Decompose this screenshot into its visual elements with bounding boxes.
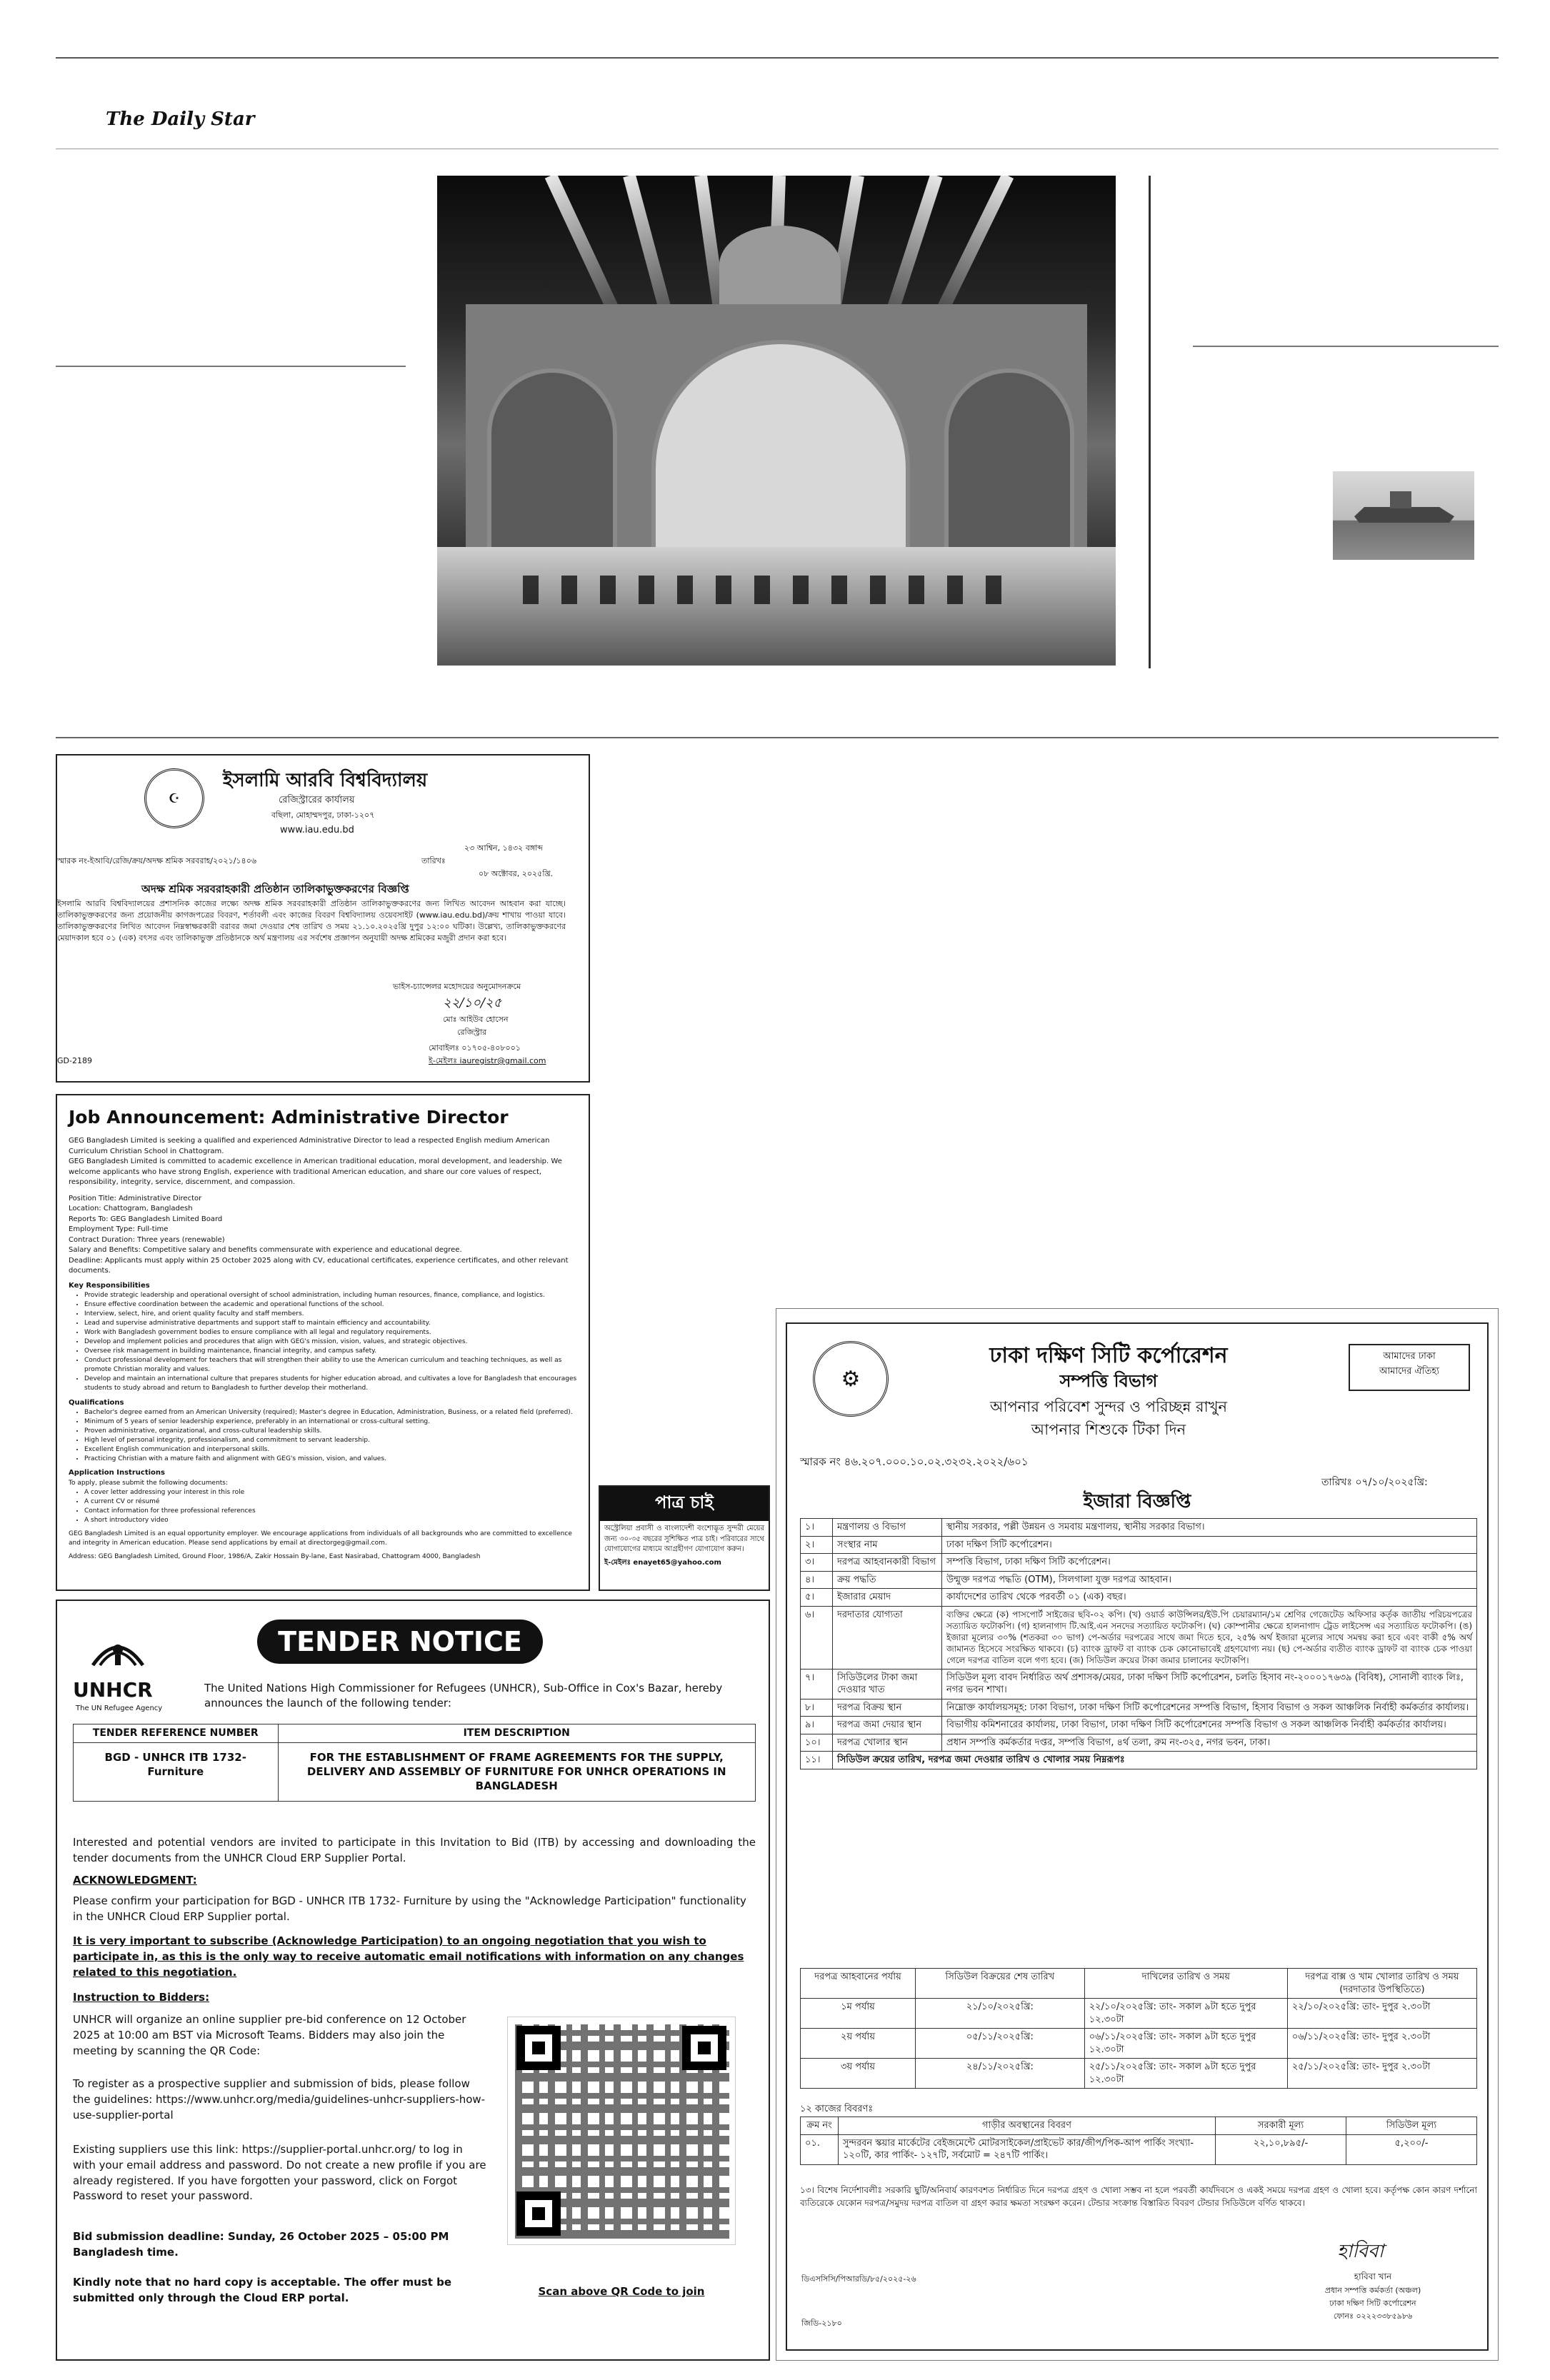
dscc-badge xyxy=(1349,1344,1470,1391)
dscc-code: জিডি-২১৮০ xyxy=(801,2319,842,2328)
list-item: • Lead and supervise administrative departments and support staff to maintain efficiency and accountability. xyxy=(84,1319,577,1328)
tender-desc-cell: FOR THE ESTABLISHMENT OF FRAME AGREEMENTS FOR THE SUPPLY, DELIVERY AND ASSEMBLY OF FURNITURE FOR UNHCR OPERATIONS IN BANGLADESH xyxy=(278,1742,756,1801)
ship-thumbnail xyxy=(1333,471,1474,560)
dscc-signer-title-1: প্রধান সম্পত্তি কর্মকর্তা (অঞ্চল) xyxy=(1324,2286,1421,2295)
sched-cell: ২৫/১১/২০২৫খ্রি: তাং- দুপুর ২.৩০টা xyxy=(1287,2059,1476,2089)
table-row xyxy=(801,2117,1477,2135)
job-field: Employment Type: Full-time xyxy=(69,1225,169,1233)
right-column-vertical-rule xyxy=(1149,176,1151,668)
dscc-work-table xyxy=(800,2117,1477,2165)
tender-ref-cell: BGD - UNHCR ITB 1732- Furniture xyxy=(74,1742,279,1801)
dscc-schedule-table xyxy=(800,1968,1477,2089)
table-row xyxy=(801,2134,1477,2164)
iau-web: www.iau.edu.bd xyxy=(280,825,354,835)
row-num: ৪। xyxy=(801,1571,833,1589)
iau-signer-title: রেজিস্ট্রার xyxy=(457,1028,487,1037)
mid-page-rule xyxy=(56,737,1499,738)
dscc-badge-line-1: আমাদের ঢাকা xyxy=(1383,1351,1436,1362)
sched-head: দরপত্র বাক্স ও খাম খোলার তারিখ ও সময় (দরদাতার উপস্থিতিতে) xyxy=(1287,1969,1476,1999)
iau-date1: ২৩ আশ্বিন, ১৪৩২ বঙ্গাব্দ xyxy=(464,843,544,853)
table-row xyxy=(801,1589,1477,1607)
job-title: Job Announcement: Administrative Director xyxy=(69,1107,509,1128)
sched-cell: ২৪/১১/২০২৫খ্রি: xyxy=(915,2059,1084,2089)
unhcr-instr-3: Existing suppliers use this link: https://supplier-portal.unhcr.org/ to log in with your email address and password. Do not create a new profile if you are already registered. If you have forgotten your password, click on Forgot Password to reset your password. xyxy=(73,2143,486,2203)
row-label: দরপত্র বিক্রয় স্থান xyxy=(833,1699,942,1717)
dscc-ijara-notice xyxy=(786,1322,1489,2351)
unhcr-logo-icon xyxy=(86,1615,150,1672)
job-app-intro: To apply, please submit the following documents: xyxy=(69,1479,229,1487)
job-qualifications xyxy=(69,1408,577,1464)
table-row xyxy=(801,1734,1477,1752)
row-num: ৬। xyxy=(801,1606,833,1669)
list-item: • A current CV or résumé xyxy=(84,1497,577,1507)
concert-photo xyxy=(437,176,1116,666)
row-value: প্রধান সম্পত্তি কর্মকর্তার দপ্তর, সম্পত্তি বিভাগ, ৪র্থ তলা, রুম নং-৩২৫, নগর ভবন, ঢাকা। xyxy=(942,1734,1477,1752)
table-row xyxy=(801,1554,1477,1572)
row-num: ১০। xyxy=(801,1734,833,1752)
work-cell: ৫,২০০/- xyxy=(1346,2134,1477,2164)
row-value: সম্পত্তি বিভাগ, ঢাকা দক্ষিণ সিটি কর্পোরেশন। xyxy=(942,1554,1477,1572)
list-item: • Provide strategic leadership and operational oversight of school administration, including human resources, finance, compliance, and logistics. xyxy=(84,1291,577,1300)
sched-cell: ২২/১০/২০২৫খ্রি: তাং- সকাল ৯টা হতে দুপুর ১২.৩০টা xyxy=(1084,1999,1287,2029)
work-head: সরকারী মূল্য xyxy=(1216,2117,1346,2135)
row-num: ১। xyxy=(801,1519,833,1537)
row-label: দরপত্র খোলার স্থান xyxy=(833,1734,942,1752)
sched-cell: ৩য় পর্যায় xyxy=(801,2059,916,2089)
dscc-heading: ইজারা বিজ্ঞপ্তি xyxy=(1083,1491,1191,1512)
table-row xyxy=(801,1699,1477,1717)
unhcr-important: It is very important to subscribe (Acknowledge Participation) to an ongoing negotiation that you wish to participate in, as this is the only way to receive automatic email notifications with information on any changes related to this negotiation. xyxy=(73,1934,744,1979)
unhcr-instr-2: To register as a prospective supplier and submission of bids, please follow the guidelines: https://www.unhcr.org/media/guidelines-unhcr-suppliers-how-use-supplier-portal xyxy=(73,2077,486,2122)
dscc-work-label: ১২ কাজের বিবরণঃ xyxy=(800,2104,874,2114)
row-num: ৫। xyxy=(801,1589,833,1607)
job-intro-1: GEG Bangladesh Limited is seeking a qualified and experienced Administrative Director to lead a respected English medium American Curriculum Christian School in Chattogram. xyxy=(69,1137,550,1155)
qr-code-icon[interactable] xyxy=(507,2017,736,2245)
row-value: ঢাকা দক্ষিণ সিটি কর্পোরেশন। xyxy=(942,1536,1477,1554)
left-column-divider xyxy=(56,366,406,367)
sched-cell: ০৫/১১/২০২৫খ্রি: xyxy=(915,2029,1084,2059)
table-row xyxy=(801,2029,1477,2059)
sched-cell: ২য় পর্যায় xyxy=(801,2029,916,2059)
row-num: ৭। xyxy=(801,1669,833,1699)
dscc-date: তারিখঃ ০৭/১০/২০২৫খ্রি: xyxy=(1321,1477,1428,1488)
job-fields xyxy=(69,1194,577,1277)
dscc-title: ঢাকা দক্ষিণ সিটি কর্পোরেশন xyxy=(989,1343,1228,1368)
work-head: ক্রম নং xyxy=(801,2117,839,2135)
row-label: মন্ত্রণালয় ও বিভাগ xyxy=(833,1519,942,1537)
iau-approval: ভাইস-চ্যান্সেলর মহোদয়ের অনুমোদনক্রমে xyxy=(393,982,521,991)
unhcr-ack-heading: ACKNOWLEDGMENT: xyxy=(73,1874,197,1887)
iau-heading: অদক্ষ শ্রমিক সরবরাহকারী প্রতিষ্ঠান তালিকাভুক্তকরণের বিজ্ঞপ্তি xyxy=(141,883,409,895)
row-label: সিডিউল ক্রয়ের তারিখ, দরপত্র জমা দেওয়ার তারিখ ও খোলার সময় নিম্নরূপঃ xyxy=(833,1752,1477,1769)
dscc-signer: হাবিবা খান xyxy=(1354,2271,1392,2281)
row-num: ৯। xyxy=(801,1717,833,1734)
tender-col-ref: TENDER REFERENCE NUMBER xyxy=(74,1724,279,1743)
dscc-badge-line-2: আমাদের ঐতিহ্য xyxy=(1379,1366,1439,1377)
work-head: সিডিউল মূল্য xyxy=(1346,2117,1477,2135)
row-num: ৮। xyxy=(801,1699,833,1717)
row-value: ব্যক্তির ক্ষেত্রে (ক) পাসপোর্ট সাইজের ছবি-০২ কপি। (খ) ওয়ার্ড কাউন্সিলর/ইউ.পি চেয়ারম্যান/১ম শ্রেণির গেজেটেড অফিসার কর্তৃক জাতীয় পরিচয়পত্রের সত্যায়িত ফটোকপি। (গ) হালনাগাদ টি.আই.এন সনদের সত্যায়িত ফটোকপি। (ঘ) কোম্পানীর ক্ষেত্রে হালনাগাদ ট্রেড লাইসেন্স এর সত্যায়িত ফটোকপি। (ঙ) ইজারা মূল্যের ৩০% (শতকরা ৩০ ভাগ) পে-অর্ডার দরপত্রের সাথে জমা দিতে হবে, ২৫% অর্থ ইজারা মূল্যের সাথে সমন্বয় করা হবে এবং বাকী ৫% অর্থ জামানত হিসেবে সংরক্ষিত থাকবে। (চ) ব্যাংক ড্রাফট বা ব্যাংক চেক কোনোভাবেই গ্রহণযোগ্য নয়। (ছ) পে-অর্ডার ব্যতীত ব্যাংক ড্রাফট বা ব্যাংক চেক পাওয়া গেলে দরপত্র বাতিল বলে গণ্য হবে। (জ) সিডিউল ক্রয়ের টাকা জমার চালানের ফটোকপি। xyxy=(942,1606,1477,1669)
unhcr-tender-notice xyxy=(56,1600,770,2361)
dscc-ref: ডিএসসিসি/পিআরডি/৮৫/২০২৫-২৬ xyxy=(801,2274,916,2284)
dscc-main-table xyxy=(800,1518,1477,1769)
job-field: Location: Chattogram, Bangladesh xyxy=(69,1205,193,1212)
table-row xyxy=(801,1606,1477,1669)
list-item: • Proven administrative, organizational, and cross-cultural leadership skills. xyxy=(84,1427,577,1436)
top-rule xyxy=(56,57,1499,59)
row-value: কার্যাদেশের তারিখ থেকে পরবর্তী ০১ (এক) বছর। xyxy=(942,1589,1477,1607)
iau-mobile: মোবাইলঃ ০১৭০৫-৪০৮০০১ xyxy=(429,1043,521,1053)
list-item: • A short introductory video xyxy=(84,1516,577,1525)
table-row xyxy=(801,1536,1477,1554)
list-item: • Excellent English communication and interpersonal skills. xyxy=(84,1445,577,1455)
work-cell: সুন্দরবন স্কয়ার মার্কেটের বেইজমেন্টে মোটরসাইকেল/প্রাইভেট কার/জীপ/পিক-আপ পার্কিং সংখ্যা- ১২০টি, কার পার্কিং- ১২৭টি, সর্বমোট = ২৪৭টি পার্কিং। xyxy=(839,2134,1216,2164)
job-field: Salary and Benefits: Competitive salary and benefits commensurate with experience and educational degree. xyxy=(69,1246,462,1254)
sched-cell: ০৬/১১/২০২৫খ্রি: তাং- দুপুর ২.৩০টা xyxy=(1287,2029,1476,2059)
list-item: • Bachelor's degree earned from an American University (required); Master's degree in Education, Administration, Business, or a related field (preferred). xyxy=(84,1408,577,1417)
list-item: • Minimum of 5 years of senior leadership experience, preferably in an international or cross-cultural setting. xyxy=(84,1417,577,1427)
job-resp-heading: Key Responsibilities xyxy=(69,1281,150,1290)
job-field: Deadline: Applicants must apply within 25 October 2025 along with CV, educational certificates, experience certificates, and other relevant documents. xyxy=(69,1256,569,1275)
unhcr-intro: The United Nations High Commissioner for Refugees (UNHCR), Sub-Office in Cox's Bazar, hereby announces the launch of the following tender: xyxy=(204,1682,723,1709)
iau-code: GD-2189 xyxy=(57,1056,92,1065)
sched-cell: ২২/১০/২০২৫খ্রি: তাং- দুপুর ২.৩০টা xyxy=(1287,1999,1476,2029)
sched-head: সিডিউল বিক্রয়ের শেষ তারিখ xyxy=(915,1969,1084,1999)
job-application-docs xyxy=(69,1488,577,1525)
table-row xyxy=(801,1669,1477,1699)
iau-office: রেজিস্ট্রারের কার্যালয় xyxy=(279,795,355,805)
iau-notice xyxy=(56,754,590,1083)
unhcr-instr-1: UNHCR will organize an online supplier pre-bid conference on 12 October 2025 at 10:00 am BST via Microsoft Teams. Bidders may also join the meeting by scanning the QR Code: xyxy=(73,2013,466,2057)
row-label: দরপত্র জমা দেয়ার স্থান xyxy=(833,1717,942,1734)
iau-email: ই-মেইলঃ iauregistr@gmail.com xyxy=(429,1056,546,1065)
dscc-seal-icon: ⚙ xyxy=(813,1341,889,1417)
list-item: • Develop and maintain an international culture that prepares students for higher education abroad, and cultivates a love for Bangladesh that encourages students to study abroad and return to Bangladesh to further develop their motherland. xyxy=(84,1375,577,1393)
unhcr-deadline: Bid submission deadline: Sunday, 26 October 2025 – 05:00 PM Bangladesh time. xyxy=(73,2230,449,2259)
unhcr-instr-heading: Instruction to Bidders: xyxy=(73,1991,210,2004)
sched-head: দরপত্র আহবানের পর্যায় xyxy=(801,1969,916,1999)
list-item: • Interview, select, hire, and orient quality faculty and staff members. xyxy=(84,1310,577,1319)
iau-address: বছিলা, মোহাম্মদপুর, ঢাকা-১২০৭ xyxy=(271,810,375,820)
row-value: স্থানীয় সরকার, পল্লী উন্নয়ন ও সমবায় মন্ত্রণালয়, স্থানীয় সরকার বিভাগ। xyxy=(942,1519,1477,1537)
iau-memo: স্মারক নং-ইআবি/রেজি/ক্রয়/অদক্ষ শ্রমিক সরবরাহ/২০২১/১৪০৬ xyxy=(57,856,256,865)
row-num: ৩। xyxy=(801,1554,833,1572)
job-intro-2: GEG Bangladesh Limited is committed to academic excellence in American traditional education, moral development, and leadership. We welcome applicants who have strong English, experience with traditional American education, and share our core values of respect, responsibility, integrity, service, discernment, and compassion. xyxy=(69,1158,562,1186)
table-row xyxy=(801,1519,1477,1537)
list-item: • Contact information for three professional references xyxy=(84,1507,577,1516)
sched-cell: ০৬/১১/২০২৫খ্রি: তাং- সকাল ৯টা হতে দুপুর ১২.৩০টা xyxy=(1084,2029,1287,2059)
matrimonial-body: অস্ট্রেলিয়া প্রবাসী ও বাংলাদেশী বংশোদ্ভূত সুন্দরী মেয়ের জন্য ৩০-৩৫ বছরের সুশিক্ষিত পাত্র চাই। পরিবারের সাথে যোগাযোগের মাধ্যমে আগ্রহীগণ যোগাযোগ করুন। xyxy=(604,1525,764,1553)
row-value: সিডিউল মূল্য বাবদ নির্ধারিত অর্থ প্রশাসক/মেয়র, ঢাকা দক্ষিণ সিটি কর্পোরেশন, চলতি হিসাব নং-২০০০১৭৬৩৯ (বিবিধ), সোনালী ব্যাংক লিঃ, নগর ভবন শাখা। xyxy=(942,1669,1477,1699)
job-field: Reports To: GEG Bangladesh Limited Board xyxy=(69,1215,223,1223)
tender-table xyxy=(73,1724,756,1802)
dscc-memo: স্মারক নং ৪৬.২০৭.০০০.১০.০২.৩২৩২.২০২২/৬০১ xyxy=(800,1455,1029,1468)
row-value: বিভাগীয় কমিশনারের কার্যালয়, ঢাকা বিভাগ, ঢাকা দক্ষিণ সিটি কর্পোরেশনের সম্পত্তি বিভাগ ও সকল আঞ্চলিক নির্বাহী কর্মকর্তার কার্যালয়। xyxy=(942,1717,1477,1734)
row-num: ২। xyxy=(801,1536,833,1554)
dscc-dept: সম্পত্তি বিভাগ xyxy=(1059,1371,1158,1391)
list-item: • Conduct professional development for teachers that will strengthen their ability to use the American curriculum and teaching techniques, as well as promote Christian morality and values. xyxy=(84,1356,577,1375)
list-item: • High level of personal integrity, professionalism, and commitment to servant leadership. xyxy=(84,1436,577,1445)
unhcr-ack: Please confirm your participation for BGD - UNHCR ITB 1732- Furniture by using the "Acknowledge Participation" functionality in the UNHCR Cloud ERP Supplier portal. xyxy=(73,1894,746,1923)
row-label: সংস্থার নাম xyxy=(833,1536,942,1554)
unhcr-paragraph-1: Interested and potential vendors are invited to participate in this Invitation to Bid (ITB) by accessing and downloading the tender documents from the UNHCR Cloud ERP Supplier Portal. xyxy=(73,1836,756,1864)
list-item: • Oversee risk management in building maintenance, financial integrity, and campus safety. xyxy=(84,1347,577,1356)
dscc-signature: হাবিবা xyxy=(1337,2241,1384,2262)
table-row xyxy=(801,1571,1477,1589)
tender-col-desc: ITEM DESCRIPTION xyxy=(278,1724,756,1743)
list-item: • Practicing Christian with a mature faith and alignment with GEG's mission, vision, and values. xyxy=(84,1455,577,1464)
work-head: গাড়ীর অবস্থানের বিবরণ xyxy=(839,2117,1216,2135)
job-app-heading: Application Instructions xyxy=(69,1469,165,1477)
work-cell: ০১. xyxy=(801,2134,839,2164)
dscc-phone: ফোনঃ ০২২২৩৩৮৫৯৮৬ xyxy=(1333,2311,1413,2321)
sched-cell: ২১/১০/২০২৫খ্রি: xyxy=(915,1999,1084,2029)
job-field: Contract Duration: Three years (renewable) xyxy=(69,1235,225,1244)
job-field: Position Title: Administrative Director xyxy=(69,1194,202,1202)
table-row xyxy=(801,1717,1477,1734)
list-item: • Work with Bangladesh government bodies to ensure compliance with all legal and regulatory requirements. xyxy=(84,1328,577,1337)
job-announcement xyxy=(56,1094,590,1591)
job-qual-heading: Qualifications xyxy=(69,1398,124,1407)
row-label: সিডিউলের টাকা জমা দেওয়ার খাত xyxy=(833,1669,942,1699)
unhcr-logo-text: UNHCR xyxy=(73,1678,153,1702)
dscc-slogan-2: আপনার শিশুকে টিকা দিন xyxy=(1031,1421,1186,1438)
job-address: Address: GEG Bangladesh Limited, Ground Floor, 1986/A, Zakir Hossain By-lane, East Nasirabad, Chattogram 4000, Bangladesh xyxy=(69,1553,481,1561)
unhcr-logo-sub: The UN Refugee Agency xyxy=(76,1704,163,1712)
row-num: ১১। xyxy=(801,1752,833,1769)
dscc-note-13: ১৩। বিশেষ নির্দেশাবলীঃ সরকারি ছুটি/অনিবার্য কারণবশত নির্ধারিত দিনে দরপত্র গ্রহণ ও খোলা সম্ভব না হলে পরবর্তী কার্যদিবসে ও একই সময়ে দরপত্র গ্রহণ ও খোলা হবে। কর্তৃপক্ষ কোন কারণ দর্শানো ব্যতিরেকে যেকোন দরপত্র/সমুদয় দরপত্র বাতিল বা গ্রহণ করার ক্ষমতা সংরক্ষণ করেন। টেন্ডার সংক্রান্ত বিস্তারিত বিবরণ টেন্ডার সিডিউলে বর্ণিত থাকবে। xyxy=(800,2185,1477,2208)
sched-head: দাখিলের তারিখ ও সময় xyxy=(1084,1969,1287,1999)
dscc-signer-title-2: ঢাকা দক্ষিণ সিটি কর্পোরেশন xyxy=(1329,2299,1416,2308)
tender-notice-banner: TENDER NOTICE xyxy=(257,1620,543,1664)
masthead: The Daily Star xyxy=(106,109,255,130)
dscc-slogan-1: আপনার পরিবেশ সুন্দর ও পরিচ্ছন্ন রাখুন xyxy=(989,1398,1228,1415)
matrimonial-title: পাত্র চাই xyxy=(600,1487,769,1521)
iau-signer: মোঃ আইউব হোসেন xyxy=(443,1015,509,1024)
right-column-divider xyxy=(1193,346,1499,347)
list-item: • A cover letter addressing your interest in this role xyxy=(84,1488,577,1497)
job-eeo: GEG Bangladesh Limited is an equal opportunity employer. We encourage applications from individuals of all backgrounds who are committed to excellence and integrity in American education. Please send applications by email at directorgeg@gmail.com. xyxy=(69,1530,572,1547)
unhcr-note: Kindly note that no hard copy is acceptable. The offer must be submitted only through the Cloud ERP portal. xyxy=(73,2276,452,2304)
university-seal-icon: ☪ xyxy=(144,768,204,828)
iau-date2: ০৮ অক্টোবর, ২০২৫খ্রি. xyxy=(479,869,554,878)
work-cell: ২২,১০,৮৯৫/- xyxy=(1216,2134,1346,2164)
table-row xyxy=(801,1752,1477,1769)
row-value: নিম্নোক্ত কার্যালয়সমূহ: ঢাকা বিভাগ, ঢাকা দক্ষিণ সিটি কর্পোরেশনের সম্পত্তি বিভাগ, হিসাব বিভাগ ও সকল আঞ্চলিক নির্বাহী কর্মকর্তার কার্যালয়। xyxy=(942,1699,1477,1717)
row-label: ক্রয় পদ্ধতি xyxy=(833,1571,942,1589)
list-item: • Develop and implement policies and procedures that align with GEG's mission, vision, values, and strategic objectives. xyxy=(84,1337,577,1347)
sched-cell: ২৫/১১/২০২৫খ্রি: তাং- সকাল ৯টা হতে দুপুর ১২.৩০টা xyxy=(1084,2059,1287,2089)
iau-date-label: তারিখঃ xyxy=(421,856,446,865)
row-label: দরপত্র আহবানকারী বিভাগ xyxy=(833,1554,942,1572)
row-label: ইজারার মেয়াদ xyxy=(833,1589,942,1607)
row-label: দরদাতার যোগ্যতা xyxy=(833,1606,942,1669)
job-responsibilities xyxy=(69,1291,577,1394)
iau-title: ইসলামি আরবি বিশ্ববিদ্যালয় xyxy=(223,770,428,791)
table-row xyxy=(801,1969,1477,1999)
list-item: • Ensure effective coordination between the academic and operational functions of the school. xyxy=(84,1300,577,1310)
iau-signature: ২২/১০/২৫ xyxy=(443,995,502,1010)
table-row xyxy=(801,1999,1477,2029)
matrimonial-email: ই-মেইলঃ enayet65@yahoo.com xyxy=(604,1558,721,1567)
table-row xyxy=(801,2059,1477,2089)
row-value: উন্মুক্ত দরপত্র পদ্ধতি (OTM), সিলগালা যুক্ত দরপত্র আহবান। xyxy=(942,1571,1477,1589)
matrimonial-ad xyxy=(599,1485,770,1591)
iau-body: ইসলামি আরবি বিশ্ববিদ্যালয়ের প্রশাসনিক কাজের লক্ষ্যে অদক্ষ শ্রমিক সরবরাহকারী প্রতিষ্ঠান তালিকাভুক্তকরণের জন্য লিখিত আবেদন আহবান করা যাচ্ছে। তালিকাভুক্তকরণের জন্য প্রয়োজনীয় কাগজপত্রের বিবরণ, শর্তাবলী এবং কাজের বিবরণ বিশ্ববিদ্যালয় ওয়েবসাইট (www.iau.edu.bd)/ক্রয় শাখায় পাওয়া যাবে। তালিকাভুক্তকরণের লিখিত আবেদন নিম্নস্বাক্ষরকারী বরাবর জমা দেওয়ার শেষ তারিখ ও সময় ২১.১০.২০২৫খ্রি দুপুর ১২:০০ ঘটিকা। উল্লেখ্য, তালিকাভুক্তকরণের মেয়াদকাল হবে ০১ (এক) বৎসর এবং তালিকাভুক্ত প্রতিষ্ঠানকে অর্থ মন্ত্রণালয় এর সর্বশেষ প্রজ্ঞাপন অনুযায়ী অদক্ষ শ্রমিকের মজুরী প্রদান করা হবে। xyxy=(57,899,566,943)
qr-caption: Scan above QR Code to join xyxy=(538,2285,705,2298)
sched-cell: ১ম পর্যায় xyxy=(801,1999,916,2029)
